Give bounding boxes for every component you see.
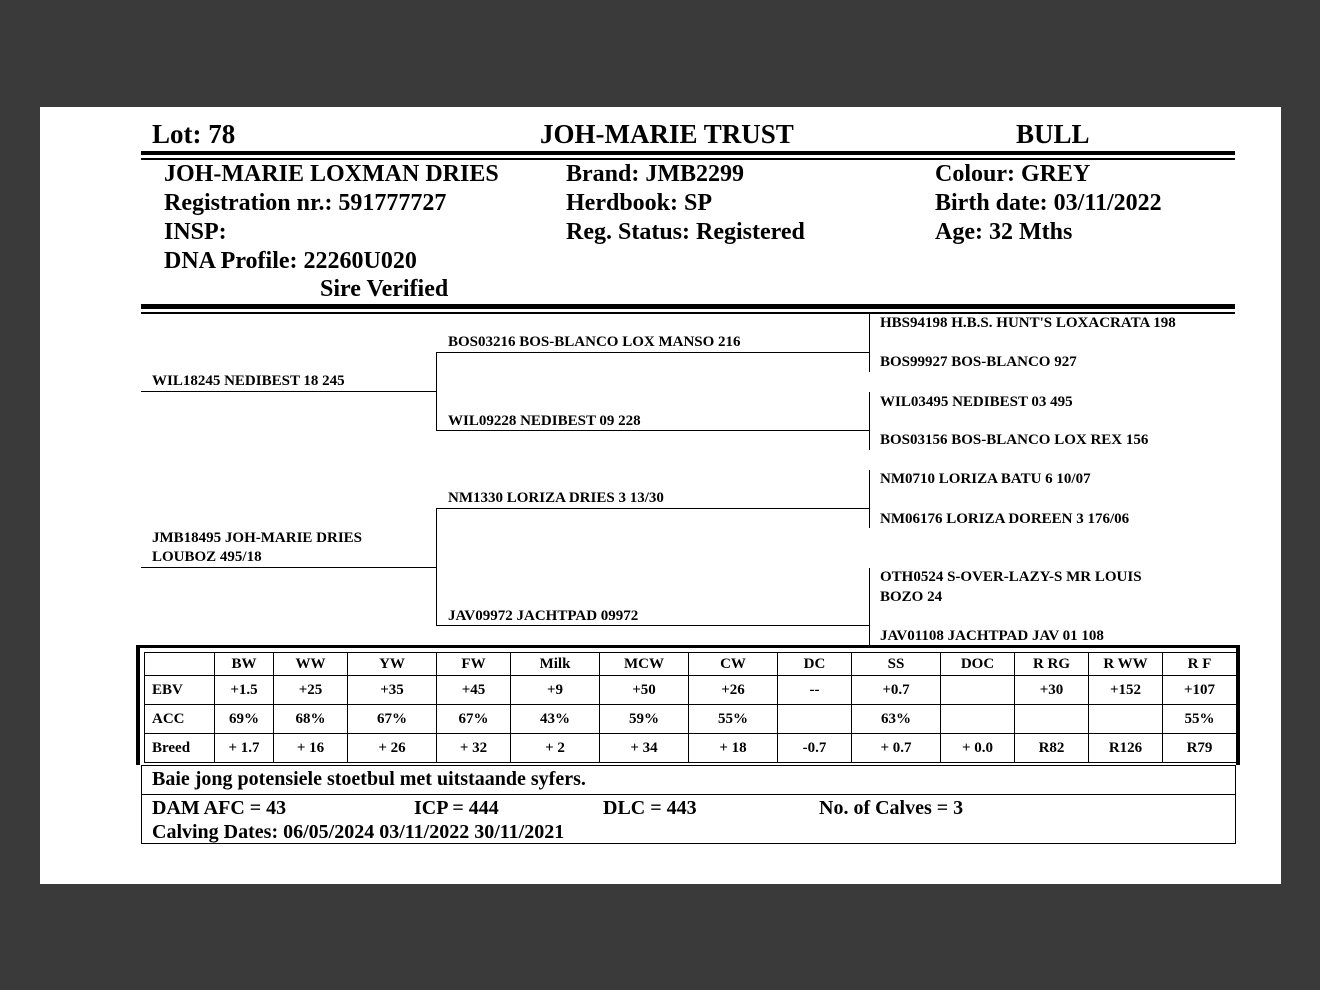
header-rule-thin — [141, 158, 1235, 160]
info-rule-thin — [141, 312, 1235, 314]
ebv-cell: R82 — [1015, 734, 1089, 763]
ebv-cell: -- — [778, 676, 852, 705]
ebv-row — [145, 676, 1237, 705]
ebv-col-header: SS — [852, 653, 941, 676]
ebv-cell: + 18 — [689, 734, 778, 763]
ebv-col-header: YW — [348, 653, 437, 676]
pedigree-connector — [869, 568, 870, 647]
pedigree-connector — [869, 314, 870, 372]
ebv-cell: +50 — [600, 676, 689, 705]
colour: Colour: GREY — [935, 161, 1091, 187]
pedigree-dam-dam: JAV09972 JACHTPAD 09972 — [448, 608, 639, 624]
pedigree-ddd: JAV01108 JACHTPAD JAV 01 108 — [880, 628, 1104, 644]
ebv-col-header — [145, 653, 215, 676]
ebv-cell: + 32 — [437, 734, 511, 763]
owner-name: JOH-MARIE TRUST — [540, 119, 794, 149]
pedigree-line — [141, 391, 437, 392]
pedigree-dsd: NM06176 LORIZA DOREEN 3 176/06 — [880, 511, 1130, 527]
ebv-cell: 55% — [689, 705, 778, 734]
calving-dates: Calving Dates: 06/05/2024 03/11/2022 30/11/2021 — [152, 821, 565, 843]
ebv-col-header: DOC — [941, 653, 1015, 676]
number-of-calves: No. of Calves = 3 — [819, 797, 964, 819]
animal-name: JOH-MARIE LOXMAN DRIES — [164, 161, 499, 187]
ebv-col-header: R WW — [1089, 653, 1163, 676]
pedigree-dam-line1: JMB18495 JOH-MARIE DRIES — [152, 530, 363, 546]
ebv-cell — [778, 705, 852, 734]
ebv-cell: +26 — [689, 676, 778, 705]
pedigree-sss: HBS94198 H.B.S. HUNT'S LOXACRATA 198 — [880, 315, 1176, 331]
ebv-col-header: DC — [778, 653, 852, 676]
ebv-cell: 69% — [215, 705, 274, 734]
ebv-cell: -0.7 — [778, 734, 852, 763]
ebv-col-header: Milk — [511, 653, 600, 676]
icp: ICP = 444 — [414, 797, 499, 819]
calving-box — [141, 794, 1236, 844]
ebv-cell — [1015, 705, 1089, 734]
comment-text: Baie jong potensiele stoetbul met uitstaande syfers. — [152, 768, 586, 790]
ebv-cell: R79 — [1163, 734, 1237, 763]
catalogue-page — [40, 107, 1281, 884]
pedigree-line — [436, 352, 870, 353]
pedigree-dds-line2: BOZO 24 — [880, 589, 943, 605]
ebv-cell: 59% — [600, 705, 689, 734]
ebv-col-header: MCW — [600, 653, 689, 676]
ebv-cell: +45 — [437, 676, 511, 705]
info-rule-thick — [141, 304, 1235, 309]
ebv-row-label: ACC — [145, 705, 215, 734]
pedigree-dss: NM0710 LORIZA BATU 6 10/07 — [880, 471, 1091, 487]
pedigree-connector — [436, 352, 437, 431]
ebv-col-header: R F — [1163, 653, 1237, 676]
birth-date: Birth date: 03/11/2022 — [935, 190, 1162, 216]
ebv-cell: + 1.7 — [215, 734, 274, 763]
ebv-cell — [941, 676, 1015, 705]
age: Age: 32 Mths — [935, 219, 1073, 245]
ebv-cell: +152 — [1089, 676, 1163, 705]
brand: Brand: JMB2299 — [566, 161, 745, 187]
ebv-cell: +1.5 — [215, 676, 274, 705]
ebv-cell: 67% — [437, 705, 511, 734]
ebv-cell: + 0.7 — [852, 734, 941, 763]
pedigree-sire-dam: WIL09228 NEDIBEST 09 228 — [448, 413, 641, 429]
ebv-cell: + 16 — [274, 734, 348, 763]
pedigree-dam-sire: NM1330 LORIZA DRIES 3 13/30 — [448, 490, 664, 506]
header-rule-thick — [141, 151, 1235, 155]
ebv-cell: +35 — [348, 676, 437, 705]
ebv-header-row — [145, 653, 1237, 676]
ebv-col-header: WW — [274, 653, 348, 676]
pedigree-line — [436, 508, 870, 509]
ebv-cell: + 26 — [348, 734, 437, 763]
pedigree-dam-line2: LOUBOZ 495/18 — [152, 549, 262, 565]
dna-profile: DNA Profile: 22260U020 — [164, 248, 417, 274]
lot-number: Lot: 78 — [152, 119, 236, 149]
dlc: DLC = 443 — [603, 797, 697, 819]
ebv-cell: 55% — [1163, 705, 1237, 734]
ebv-table — [144, 652, 1237, 763]
pedigree-line — [436, 430, 870, 431]
table-rule-left — [136, 645, 140, 765]
table-rule-top — [136, 645, 1240, 648]
pedigree-line — [141, 567, 437, 568]
pedigree-connector — [869, 470, 870, 528]
registration-number: Registration nr.: 591777727 — [164, 190, 447, 216]
ebv-cell: + 0.0 — [941, 734, 1015, 763]
dam-afc: DAM AFC = 43 — [152, 797, 287, 819]
comment-box — [141, 765, 1236, 795]
ebv-cell: +107 — [1163, 676, 1237, 705]
animal-sex: BULL — [1016, 119, 1090, 149]
ebv-cell: +25 — [274, 676, 348, 705]
ebv-cell: + 2 — [511, 734, 600, 763]
pedigree-sds: WIL03495 NEDIBEST 03 495 — [880, 394, 1073, 410]
pedigree-sire: WIL18245 NEDIBEST 18 245 — [152, 373, 345, 389]
ebv-col-header: R RG — [1015, 653, 1089, 676]
ebv-cell: +9 — [511, 676, 600, 705]
ebv-row-label: Breed — [145, 734, 215, 763]
pedigree-sire-sire: BOS03216 BOS-BLANCO LOX MANSO 216 — [448, 334, 741, 350]
pedigree-line — [436, 625, 870, 626]
pedigree-connector — [436, 508, 437, 626]
ebv-cell: 68% — [274, 705, 348, 734]
reg-status: Reg. Status: Registered — [566, 219, 805, 245]
insp: INSP: — [164, 219, 227, 245]
breed-row — [145, 734, 1237, 763]
ebv-cell — [1089, 705, 1163, 734]
ebv-col-header: FW — [437, 653, 511, 676]
ebv-col-header: CW — [689, 653, 778, 676]
ebv-row-label: EBV — [145, 676, 215, 705]
pedigree-dds-line1: OTH0524 S-OVER-LAZY-S MR LOUIS — [880, 569, 1142, 585]
ebv-cell — [941, 705, 1015, 734]
ebv-cell: 63% — [852, 705, 941, 734]
pedigree-sdd: BOS03156 BOS-BLANCO LOX REX 156 — [880, 432, 1149, 448]
acc-row — [145, 705, 1237, 734]
ebv-cell: +30 — [1015, 676, 1089, 705]
ebv-cell: R126 — [1089, 734, 1163, 763]
pedigree-ssd: BOS99927 BOS-BLANCO 927 — [880, 354, 1077, 370]
ebv-cell: + 34 — [600, 734, 689, 763]
ebv-cell: 43% — [511, 705, 600, 734]
ebv-col-header: BW — [215, 653, 274, 676]
pedigree-connector — [869, 392, 870, 450]
ebv-cell: 67% — [348, 705, 437, 734]
sire-verified: Sire Verified — [320, 276, 449, 302]
ebv-cell: +0.7 — [852, 676, 941, 705]
herdbook: Herdbook: SP — [566, 190, 713, 216]
